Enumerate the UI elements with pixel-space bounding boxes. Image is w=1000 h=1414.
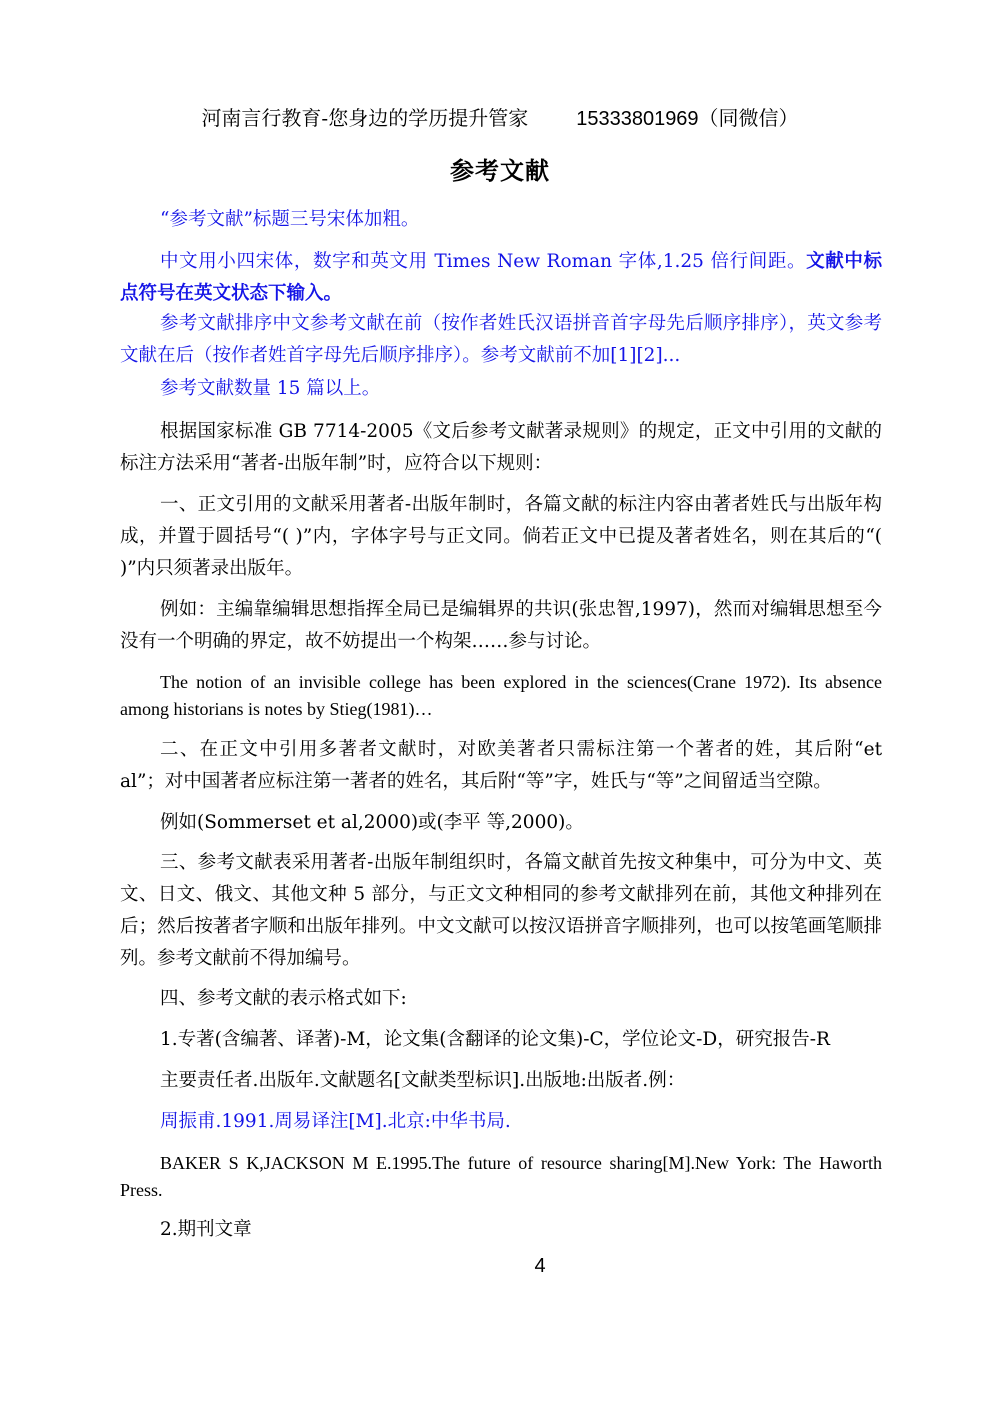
note-ordering: 参考文献排序中文参考文献在前（按作者姓氏汉语拼音首字母先后顺序排序），英文参考文献在后（按作者姓首字母先后顺序排序）。参考文献前不加[1][2]...: [120, 313, 882, 366]
page-header: [0, 104, 1000, 133]
body-paragraph-rule-3: 三、参考文献表采用著者-出版年制组织时，各篇文献首先按文种集中，可分为中文、英文、日文、俄文、其他文种 5 部分，与正文文种相同的参考文献排列在前，其他文种排列在后；然后按著者字顺和出版年排列。中文文献可以按汉语拼音字顺排列，也可以按笔画笔顺排列。参考文献前不得加编号。: [120, 852, 882, 969]
body-paragraph-english-reference: BAKER S K,JACKSON M E.1995.The future of resource sharing[M].New York: The Haworth Press.: [120, 1153, 882, 1200]
note-title-format: “参考文献”标题三号宋体加粗。: [160, 209, 420, 230]
note-punctuation: 文献中标点符号在英文状态下输入。: [120, 251, 882, 304]
body-paragraph-chinese-reference: 周振甫.1991.周易译注[M].北京:中华书局.: [160, 1111, 511, 1132]
body-paragraph-example-2: 例如(Sommerset et al,2000)或(李平 等,2000)。: [160, 812, 584, 833]
body-paragraph-rule-2: 二、在正文中引用多著者文献时，对欧美著者只需标注第一个著者的姓，其后附“et al”；对中国著者应标注第一著者的姓名，其后附“等”字，姓氏与“等”之间留适当空隙。: [120, 739, 882, 792]
page-title: 参考文献: [450, 156, 550, 185]
body-paragraph-type-1: 1.专著(含编著、译著)-M，论文集(含翻译的论文集)-C，学位论文-D，研究报告-R: [160, 1029, 830, 1050]
page-number: 4: [534, 1255, 546, 1277]
body-paragraph-intro: 根据国家标准 GB 7714-2005《文后参考文献著录规则》的规定，正文中引用的文献的标注方法采用“著者-出版年制”时，应符合以下规则：: [120, 421, 882, 474]
note-font-format-text: 中文用小四宋体，数字和英文用 Times New Roman 字体,1.25 倍行间距。: [160, 251, 807, 272]
body-paragraph-example-1: 例如：主编靠编辑思想指挥全局已是编辑界的共识(张忠智,1997)，然而对编辑思想至今没有一个明确的界定，故不妨提出一个构架……参与讨论。: [120, 599, 882, 652]
header-phone: 15333801969（同微信）: [576, 108, 799, 130]
note-quantity: 参考文献数量 15 篇以上。: [160, 378, 381, 399]
note-font-format: [120, 246, 882, 310]
body-paragraph-english-example: The notion of an invisible college has been explored in the sciences(Crane 1972). Its absence among historians is notes by Stieg(1981)…: [120, 672, 882, 719]
body-paragraph-rule-1: 一、正文引用的文献采用著者-出版年制时，各篇文献的标注内容由著者姓氏与出版年构成，并置于圆括号“( )”内，字体字号与正文同。倘若正文中已提及著者姓名，则在其后的“( )”内只须著录出版年。: [120, 494, 882, 579]
body-paragraph-format: 主要责任者.出版年.文献题名[文献类型标识].出版地:出版者.例：: [160, 1070, 686, 1091]
header-org: 河南言行教育-您身边的学历提升管家: [201, 106, 529, 130]
body-paragraph-type-2: 2.期刊文章: [160, 1219, 252, 1240]
body-paragraph-rule-4: 四、参考文献的表示格式如下:: [160, 988, 407, 1009]
